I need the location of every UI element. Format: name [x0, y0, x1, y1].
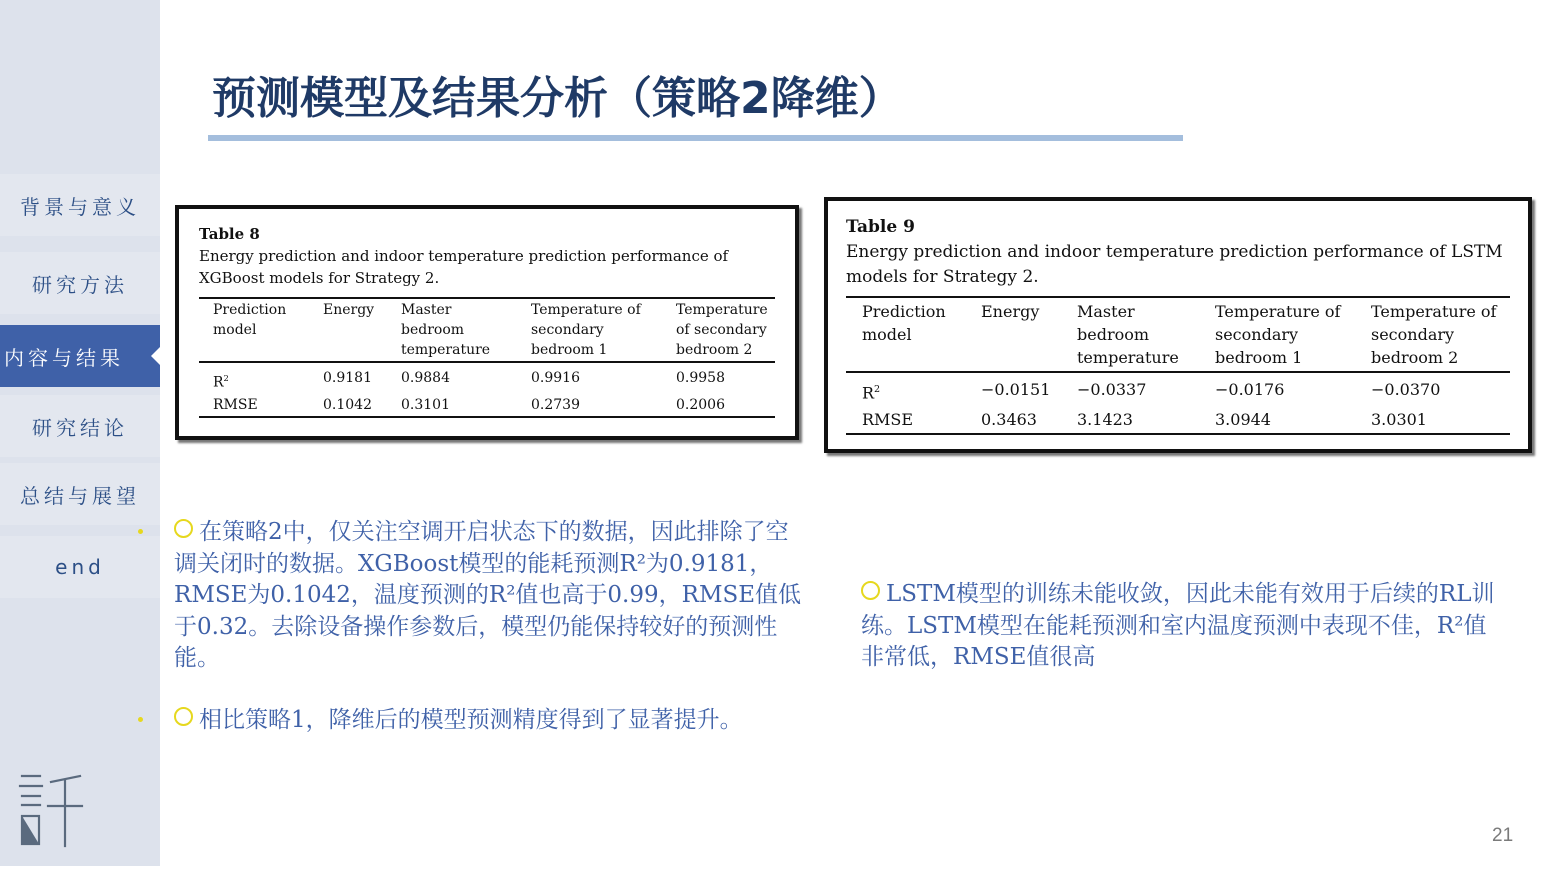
- table9-title: Table 9: [846, 217, 915, 237]
- column-header: Energy: [309, 298, 387, 362]
- column-header: Temperature of secondary bedroom 2: [662, 298, 775, 362]
- bullet-dot-icon: [138, 717, 143, 722]
- bullet-paragraph: [861, 579, 1496, 674]
- table-cell: −0.0370: [1371, 380, 1441, 399]
- nav-item-methods[interactable]: [0, 252, 160, 314]
- nav-item-label: 背景与意义: [20, 194, 140, 219]
- bullet-text: 在策略2中，仅关注空调开启状态下的数据，因此排除了空调关闭时的数据。XGBoost模型的能耗预测R²为0.9181，RMSE为0.1042，温度预测的R²值也高于0.99，RMSE值低于0.32。去除设备操作参数后，模型仍能保持较好的预测性能。: [174, 519, 802, 671]
- table9-grid: [846, 296, 1510, 435]
- table-cell: 0.1042: [309, 394, 387, 417]
- column-header: Prediction model: [846, 297, 965, 372]
- table-cell: −0.0151: [981, 380, 1051, 399]
- xu-character-logo-icon: [18, 772, 84, 850]
- table-cell: 0.9916: [531, 370, 580, 386]
- table-cell: −0.0337: [1077, 380, 1147, 399]
- table8-title: Table 8: [199, 225, 260, 243]
- table-cell: 0.3463: [965, 406, 1061, 434]
- nav-item-label: 总结与展望: [20, 483, 140, 508]
- table-cell: −0.0176: [1215, 380, 1285, 399]
- row-label: $R^2$: [862, 383, 881, 403]
- table-cell: 0.9958: [676, 370, 725, 386]
- row-label: RMSE: [199, 394, 309, 417]
- bullet-text: LSTM模型的训练未能收敛，因此未能有效用于后续的RL训练。LSTM模型在能耗预测和室内温度预测中表现不佳，R²值非常低，RMSE值很高: [861, 581, 1495, 670]
- column-header: Temperature of secondary bedroom 1: [1199, 297, 1355, 372]
- active-indicator-arrow-icon: [151, 347, 160, 365]
- column-header: Energy: [965, 297, 1061, 372]
- table8-caption: Energy prediction and indoor temperature prediction performance of XGBoost models for Strategy 2.: [199, 247, 729, 287]
- row-label: RMSE: [846, 406, 965, 434]
- table-row: [846, 372, 1510, 406]
- column-header: Temperature of secondary bedroom 1: [517, 298, 662, 362]
- table9-figure: [824, 197, 1532, 453]
- table-row: [199, 394, 775, 417]
- column-header: Master bedroom temperature: [1061, 297, 1199, 372]
- bullet-text: 相比策略1，降维后的模型预测精度得到了显著提升。: [199, 707, 743, 733]
- column-header: Master bedroom temperature: [387, 298, 517, 362]
- circle-bullet-icon: [174, 519, 193, 538]
- table-cell: 3.1423: [1061, 406, 1199, 434]
- table-cell: 0.2739: [517, 394, 662, 417]
- page-number: 21: [1492, 825, 1514, 846]
- nav-item-conclusions[interactable]: [0, 395, 160, 457]
- column-header: Temperature of secondary bedroom 2: [1355, 297, 1510, 372]
- nav-item-label: 研究方法: [32, 272, 128, 297]
- nav-item-background[interactable]: [0, 174, 160, 236]
- nav-item-label: 研究结论: [32, 415, 128, 440]
- table9-caption: Energy prediction and indoor temperature prediction performance of LSTM models for Strategy 2.: [846, 242, 1503, 287]
- table-row: [199, 362, 775, 394]
- circle-bullet-icon: [174, 707, 193, 726]
- table8-grid: [199, 297, 775, 418]
- table-cell: 3.0301: [1355, 406, 1510, 434]
- table-cell: 0.9181: [323, 370, 372, 386]
- bullet-paragraph: [174, 705, 824, 737]
- table-header-row: [199, 298, 775, 362]
- row-label: $R^2$: [213, 373, 229, 391]
- nav-item-results[interactable]: [0, 325, 160, 387]
- slide-title: 预测模型及结果分析（策略2降维）: [212, 73, 903, 124]
- table-cell: 0.9884: [401, 370, 450, 386]
- table-cell: 3.0944: [1199, 406, 1355, 434]
- table8-figure: [175, 205, 799, 440]
- nav-item-summary[interactable]: [0, 463, 160, 525]
- column-header: Prediction model: [199, 298, 309, 362]
- circle-bullet-icon: [861, 581, 880, 600]
- bullet-paragraph: [174, 517, 806, 675]
- nav-item-label: end: [55, 555, 105, 579]
- bullet-dot-icon: [138, 529, 143, 534]
- title-underline: [208, 135, 1183, 141]
- table-cell: 0.3101: [387, 394, 517, 417]
- nav-item-label: 内容与结果: [4, 345, 124, 370]
- table-row: [846, 406, 1510, 434]
- table-header-row: [846, 297, 1510, 372]
- sidebar-nav: [0, 0, 160, 866]
- table-cell: 0.2006: [662, 394, 775, 417]
- nav-item-end[interactable]: [0, 536, 160, 598]
